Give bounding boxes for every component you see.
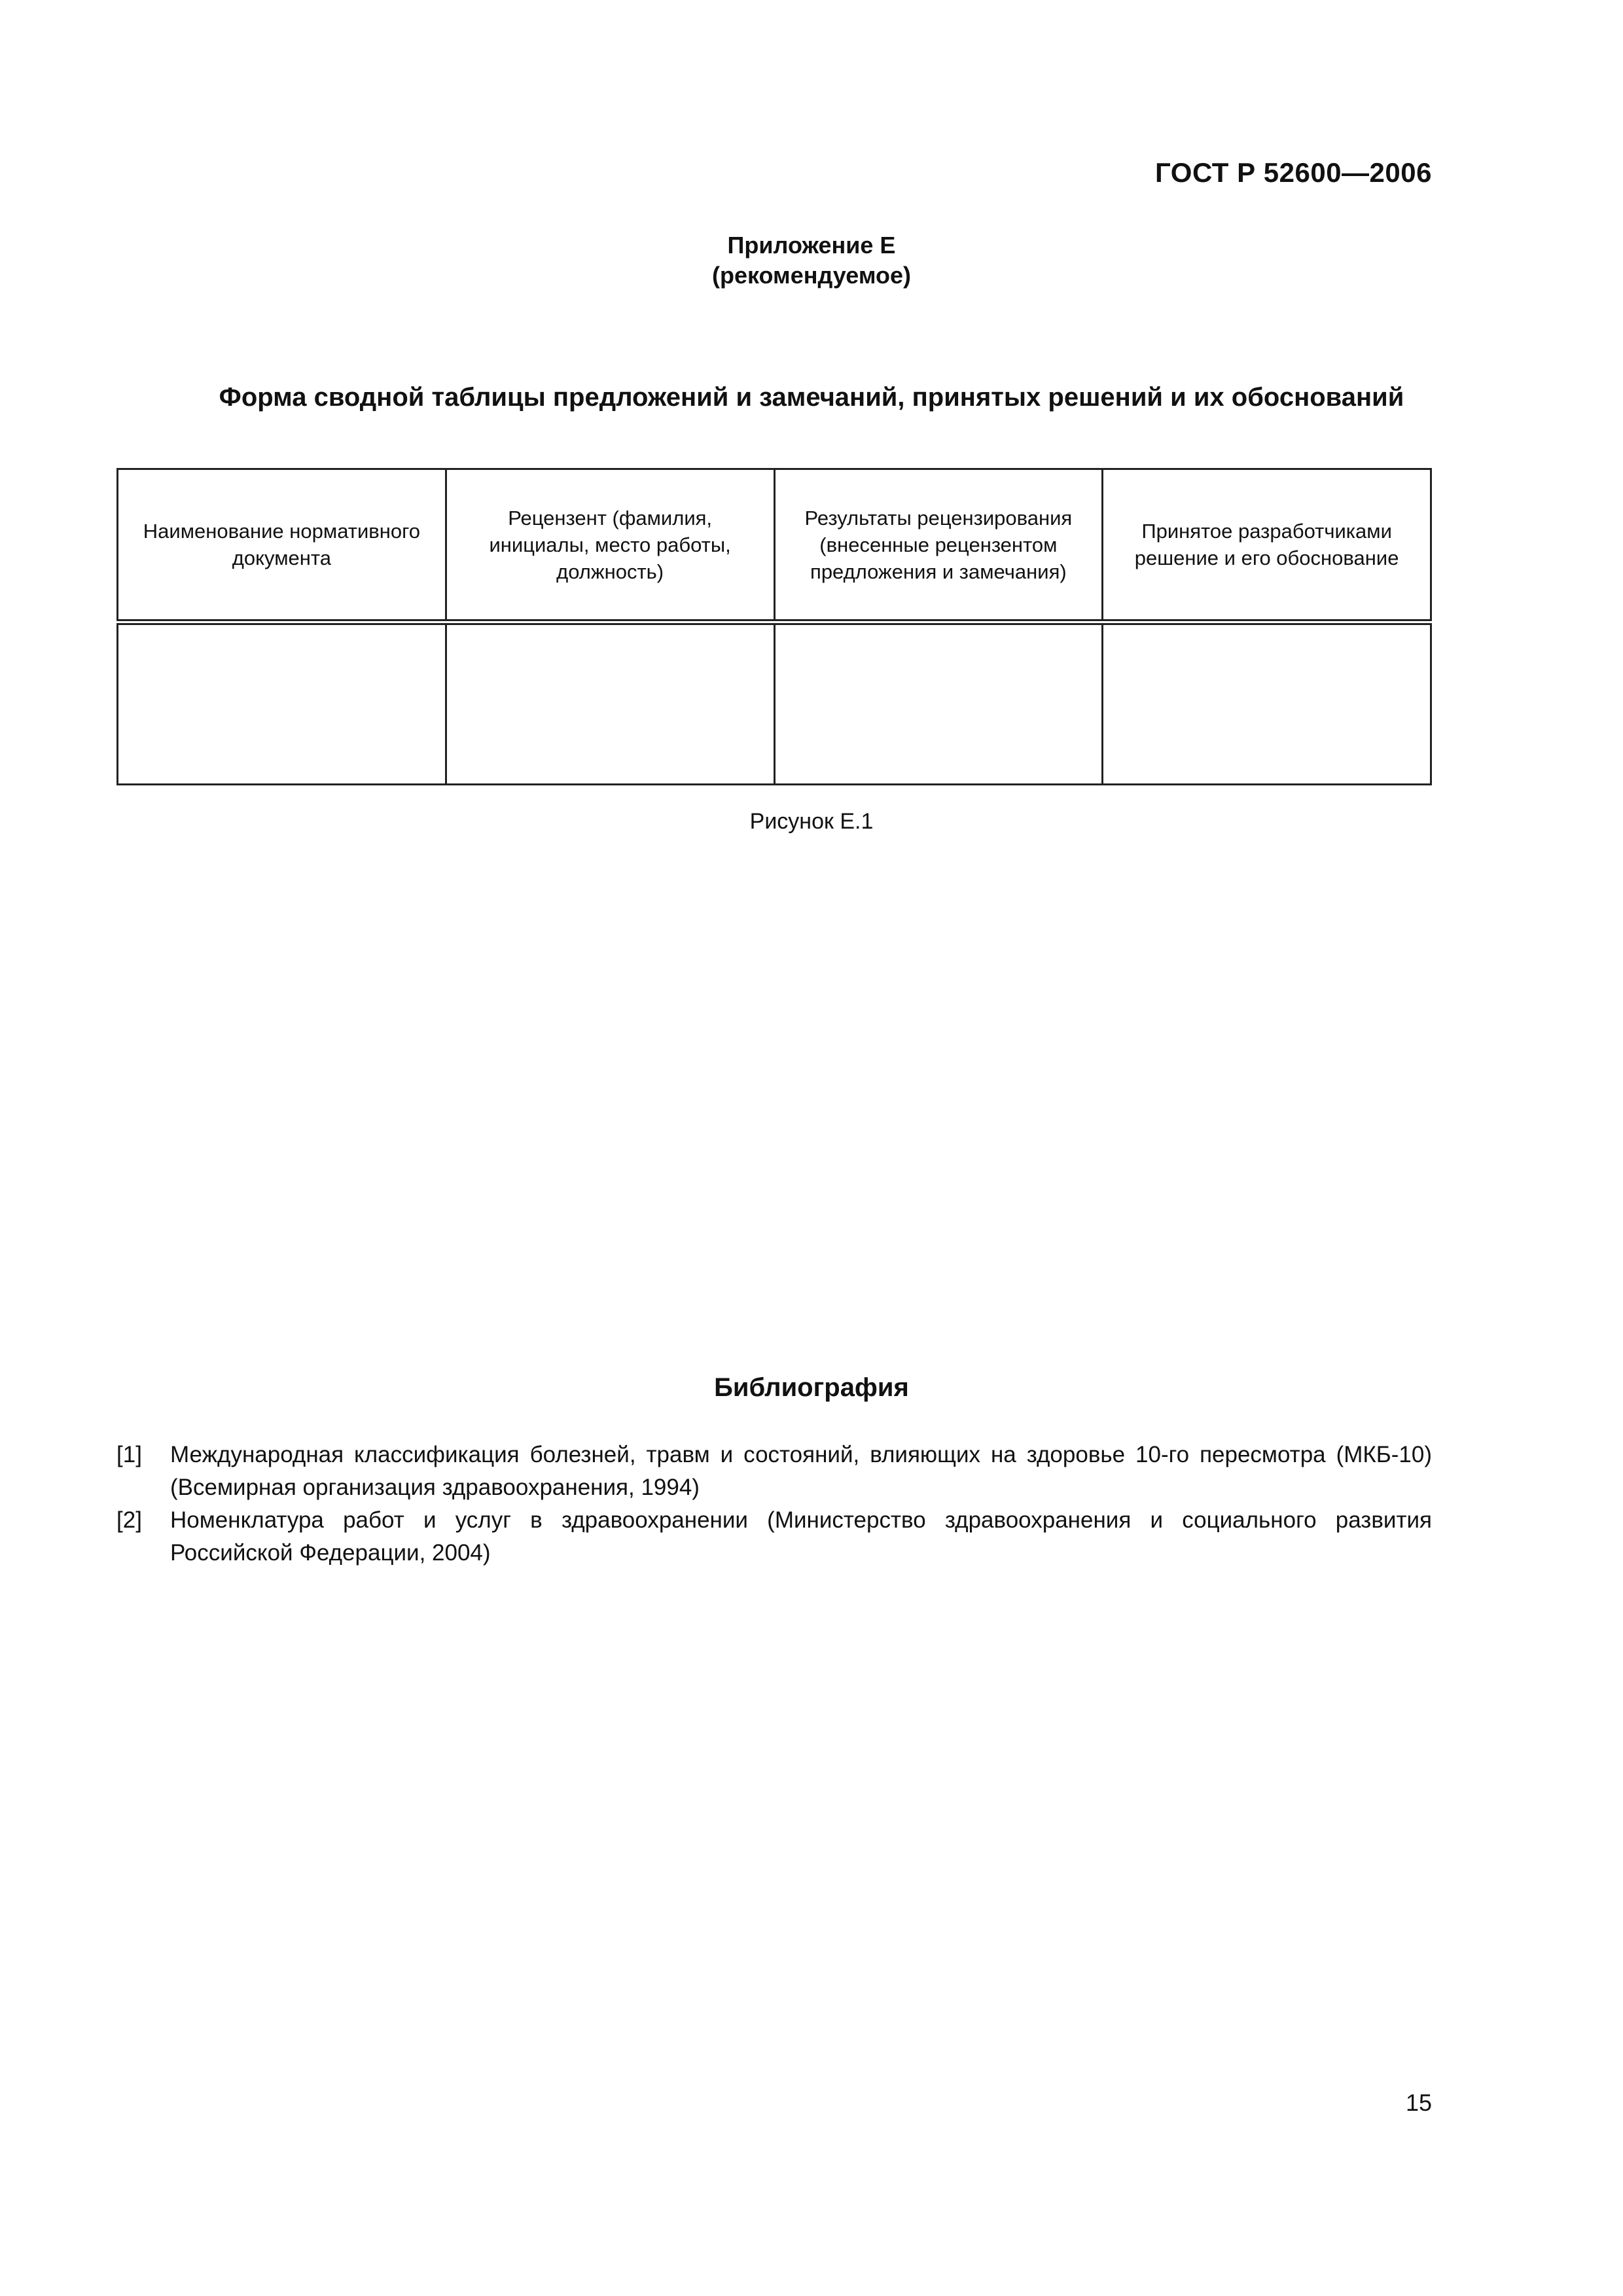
appendix-title: Приложение Е: [727, 232, 896, 259]
appendix-status: (рекомендуемое): [712, 262, 911, 289]
form-title: Форма сводной таблицы предложений и замечаний, принятых решений и их обоснований: [219, 383, 1404, 412]
column-header-document-name: Наименование нормативного документа: [118, 469, 446, 622]
table-row: [118, 622, 1431, 785]
table-cell: [446, 622, 774, 785]
table-cell: [1103, 622, 1431, 785]
page-number: 15: [1405, 2089, 1432, 2116]
bibliography-title: Библиография: [714, 1373, 909, 1402]
table-cell: [118, 622, 446, 785]
column-header-decision: Принятое разработчиками решение и его обоснование: [1103, 469, 1431, 622]
appendix-heading: [0, 230, 1623, 291]
summary-form-table: [116, 468, 1432, 785]
column-header-reviewer: Рецензент (фамилия, инициалы, место работы, должность): [446, 469, 774, 622]
document-code: ГОСТ Р 52600—2006: [1155, 157, 1432, 188]
figure-caption: Рисунок Е.1: [749, 809, 874, 834]
bibliography-number: [1]: [116, 1442, 142, 1467]
bibliography-text: Международная классификация болезней, травм и состояний, влияющих на здоровье 10-го пересмотра (МКБ-10) (Всемирная организация здравоохранения, 1994): [170, 1442, 1432, 1500]
table-cell: [774, 622, 1103, 785]
bibliography-list: [116, 1439, 1432, 1570]
table-header-row: [118, 469, 1431, 622]
list-item: [116, 1439, 1432, 1504]
list-item: [116, 1504, 1432, 1570]
bibliography-text: Номенклатура работ и услуг в здравоохранении (Министерство здравоохранения и социального развития Российской Федерации, 2004): [170, 1507, 1432, 1566]
column-header-review-results: Результаты рецензирования (внесенные рецензентом предложения и замечания): [774, 469, 1103, 622]
bibliography-number: [2]: [116, 1507, 142, 1533]
